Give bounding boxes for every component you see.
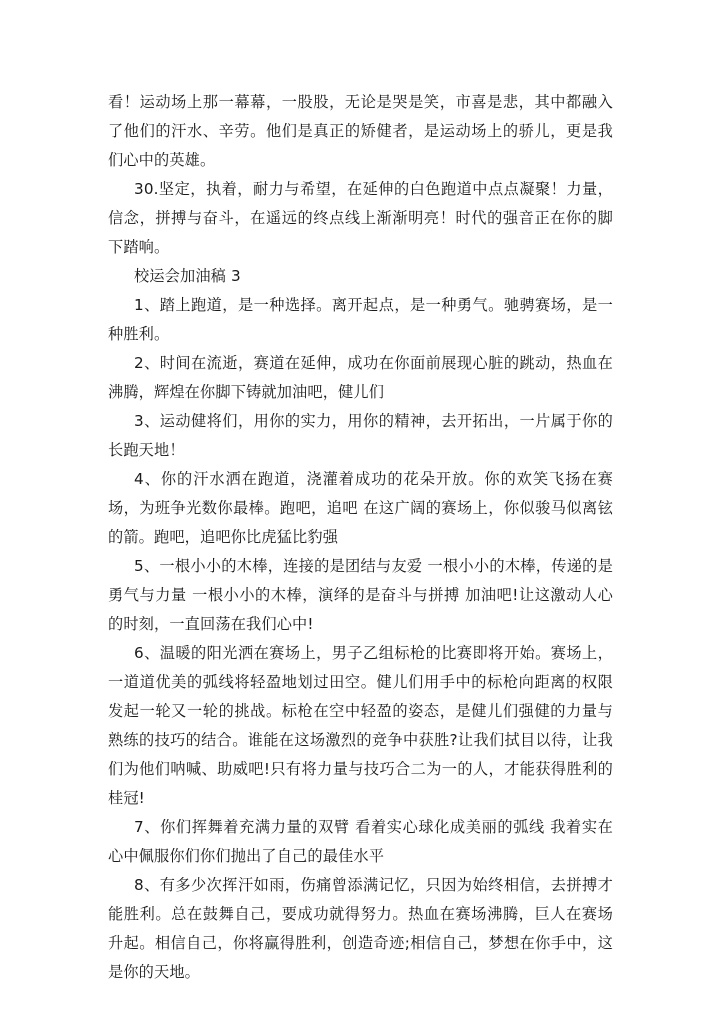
paragraph-item-6: 6、温暖的阳光洒在赛场上，男子乙组标枪的比赛即将开始。赛场上，一道道优美的弧线将轻盈地划过田空。健儿们用手中的标枪向距离的权限发起一轮又一轮的挑战。标枪在空中轻盈的姿态，是健儿们强健的力量与熟练的技巧的结合。谁能在这场激烈的竞争中获胜?让我们拭目以待，让我们为他们呐喊、助威吧!只有将力量与技巧合二为一的人，才能获得胜利的桂冠! [108, 644, 613, 807]
paragraph-item-30: 30.坚定，执着，耐力与希望，在延伸的白色跑道中点点凝聚！力量，信念，拼搏与奋斗，在遥远的终点线上渐渐明亮！时代的强音正在你的脚下踏响。 [108, 180, 613, 256]
paragraph-item-5: 5、一根小小的木棒，连接的是团结与友爱 一根小小的木棒，传递的是勇气与力量 一根小小的木棒，演绎的是奋斗与拼搏 加油吧!让这激动人心的时刻，一直回荡在我们心中! [108, 557, 613, 633]
paragraph-continuation: 看！运动场上那一幕幕，一股股，无论是哭是笑，市喜是悲，其中都融入了他们的汗水、辛劳。他们是真正的矫健者，是运动场上的骄儿，更是我们心中的英雄。 [108, 93, 613, 169]
paragraph-item-3: 3、运动健将们，用你的实力，用你的精神，去开拓出，一片属于你的长跑天地！ [108, 412, 613, 459]
paragraph-item-4: 4、你的汗水洒在跑道，浇灌着成功的花朵开放。你的欢笑飞扬在赛场，为班争光数你最棒。跑吧，追吧 在这广阔的赛场上，你似骏马似离铉的箭。跑吧，追吧你比虎猛比豹强 [108, 470, 613, 546]
paragraph-item-7: 7、你们挥舞着充满力量的双臂 看着实心球化成美丽的弧线 我着实在心中佩服你们你们抛出了自己的最佳水平 [108, 818, 613, 865]
paragraph-item-2: 2、时间在流逝，赛道在延伸，成功在你面前展现心脏的跳动，热血在沸腾，辉煌在你脚下铸就加油吧，健儿们 [108, 354, 613, 401]
paragraph-item-8: 8、有多少次挥汗如雨，伤痛曾添满记忆，只因为始终相信，去拼搏才能胜利。总在鼓舞自己，要成功就得努力。热血在赛场沸腾，巨人在赛场升起。相信自己，你将赢得胜利，创造奇迹;相信自己，梦想在你手中，这是你的天地。 [108, 876, 613, 981]
section-heading: 校运会加油稿 3 [134, 267, 241, 285]
paragraph-item-1: 1、踏上跑道，是一种选择。离开起点，是一种勇气。驰骋赛场，是一种胜利。 [108, 296, 613, 343]
document-body [108, 88, 613, 987]
